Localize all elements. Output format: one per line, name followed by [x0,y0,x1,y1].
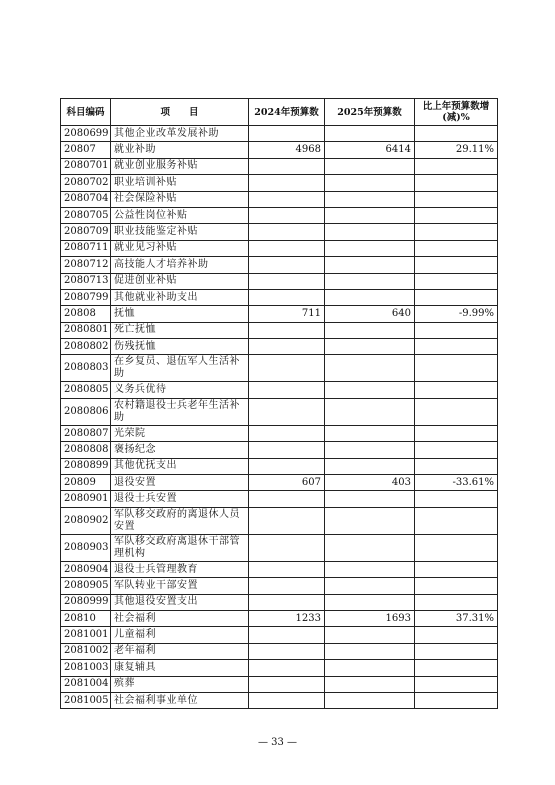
cell-2024-value [249,643,325,659]
cell-change-pct [415,224,498,240]
cell-code: 2081001 [61,627,111,643]
cell-change-pct [415,126,498,142]
cell-code: 2080999 [61,594,111,610]
table-row [61,627,498,643]
cell-code: 2080806 [61,398,111,425]
table-row [61,355,498,382]
cell-2025-value [325,273,415,289]
cell-change-pct [415,676,498,692]
cell-item-name: 就业补助 [111,142,249,158]
cell-2025-value: 6414 [325,142,415,158]
cell-item-name: 儿童福利 [111,627,249,643]
cell-code: 2080712 [61,257,111,273]
cell-2024-value [249,594,325,610]
cell-code: 2080808 [61,442,111,458]
table-row [61,458,498,474]
cell-change-pct [415,175,498,191]
cell-item-name: 社会保险补贴 [111,191,249,207]
cell-code: 2080709 [61,224,111,240]
cell-2024-value [249,240,325,256]
cell-change-pct [415,643,498,659]
cell-change-pct [415,207,498,223]
cell-item-name: 在乡复员、退伍军人生活补助 [111,355,249,382]
cell-item-name: 军队转业干部安置 [111,578,249,594]
cell-2025-value [325,534,415,561]
cell-code: 2080802 [61,339,111,355]
table-row [61,442,498,458]
cell-code: 2080705 [61,207,111,223]
cell-2024-value [249,322,325,338]
cell-2024-value [249,507,325,534]
cell-2025-value: 640 [325,306,415,322]
cell-2025-value [325,660,415,676]
cell-change-pct [415,273,498,289]
cell-change-pct [415,257,498,273]
cell-code: 20808 [61,306,111,322]
cell-item-name: 就业创业服务补贴 [111,158,249,174]
cell-item-name: 社会福利 [111,610,249,626]
cell-2025-value [325,676,415,692]
table-row [61,382,498,398]
cell-2025-value [325,442,415,458]
cell-change-pct [415,561,498,577]
cell-2025-value [325,491,415,507]
cell-item-name: 其他退役安置支出 [111,594,249,610]
cell-2024-value [249,491,325,507]
cell-2025-value [325,382,415,398]
cell-change-pct [415,534,498,561]
cell-item-name: 公益性岗位补贴 [111,207,249,223]
cell-2024-value: 1233 [249,610,325,626]
table-row [61,158,498,174]
table-row [61,322,498,338]
cell-2024-value [249,273,325,289]
cell-2025-value [325,594,415,610]
cell-change-pct [415,322,498,338]
cell-2025-value [325,191,415,207]
cell-2025-value [325,126,415,142]
cell-item-name: 就业见习补贴 [111,240,249,256]
cell-change-pct [415,158,498,174]
cell-change-pct [415,594,498,610]
cell-2024-value [249,398,325,425]
cell-2025-value [325,627,415,643]
table-row [61,491,498,507]
cell-2025-value: 1693 [325,610,415,626]
table-row [61,339,498,355]
cell-code: 2081003 [61,660,111,676]
cell-code: 2080801 [61,322,111,338]
table-body [61,126,498,709]
cell-2024-value: 607 [249,475,325,491]
table-row [61,534,498,561]
cell-code: 2080903 [61,534,111,561]
table-row [61,676,498,692]
cell-2024-value [249,627,325,643]
table-row [61,224,498,240]
cell-change-pct [415,578,498,594]
cell-change-pct: 37.31% [415,610,498,626]
cell-2025-value [325,175,415,191]
cell-code: 20807 [61,142,111,158]
cell-code: 2081005 [61,692,111,708]
cell-item-name: 光荣院 [111,425,249,441]
cell-2024-value [249,257,325,273]
cell-2025-value [325,158,415,174]
table-header-row [61,99,498,126]
cell-item-name: 其他优抚支出 [111,458,249,474]
cell-2024-value [249,676,325,692]
cell-2024-value [249,339,325,355]
table-row [61,610,498,626]
cell-2025-value [325,507,415,534]
cell-2024-value [249,458,325,474]
cell-code: 20809 [61,475,111,491]
cell-2025-value [325,425,415,441]
cell-item-name: 退役士兵管理教育 [111,561,249,577]
cell-code: 2081004 [61,676,111,692]
budget-table [60,98,498,709]
table-row [61,126,498,142]
table-row [61,561,498,577]
cell-change-pct [415,442,498,458]
cell-code: 2080702 [61,175,111,191]
cell-item-name: 退役安置 [111,475,249,491]
header-2025: 2025年预算数 [325,99,415,126]
cell-change-pct [415,191,498,207]
table-row [61,398,498,425]
cell-2024-value [249,382,325,398]
cell-2024-value [249,534,325,561]
cell-item-name: 伤残抚恤 [111,339,249,355]
cell-change-pct [415,240,498,256]
table-row [61,425,498,441]
table-row [61,475,498,491]
table-row [61,594,498,610]
cell-item-name: 军队移交政府的离退休人员安置 [111,507,249,534]
cell-code: 2080704 [61,191,111,207]
cell-change-pct [415,425,498,441]
table-row [61,240,498,256]
cell-item-name: 其他就业补助支出 [111,289,249,305]
cell-code: 2080807 [61,425,111,441]
cell-change-pct [415,382,498,398]
cell-2024-value [249,442,325,458]
cell-item-name: 其他企业改革发展补助 [111,126,249,142]
cell-change-pct [415,355,498,382]
cell-2024-value [249,692,325,708]
cell-change-pct: -9.99% [415,306,498,322]
table-row [61,306,498,322]
cell-code: 2080901 [61,491,111,507]
cell-item-name: 职业培训补贴 [111,175,249,191]
cell-2025-value [325,578,415,594]
cell-code: 2080713 [61,273,111,289]
cell-code: 2080902 [61,507,111,534]
cell-item-name: 老年福利 [111,643,249,659]
cell-2024-value [249,207,325,223]
cell-2024-value [249,289,325,305]
cell-code: 2080799 [61,289,111,305]
cell-change-pct: 29.11% [415,142,498,158]
cell-change-pct [415,507,498,534]
cell-item-name: 促进创业补贴 [111,273,249,289]
cell-2024-value [249,578,325,594]
cell-code: 20810 [61,610,111,626]
cell-2024-value [249,224,325,240]
cell-item-name: 高技能人才培养补助 [111,257,249,273]
cell-2025-value [325,240,415,256]
cell-code: 2080803 [61,355,111,382]
page-number: — 33 — [257,737,298,748]
cell-change-pct [415,398,498,425]
cell-item-name: 义务兵优待 [111,382,249,398]
cell-2024-value [249,126,325,142]
cell-code: 2081002 [61,643,111,659]
header-change-pct: 比上年预算数增(减)% [415,99,498,126]
cell-2024-value [249,561,325,577]
cell-2024-value [249,660,325,676]
table-row [61,175,498,191]
cell-item-name: 军队移交政府离退休干部管理机构 [111,534,249,561]
cell-item-name: 殡葬 [111,676,249,692]
cell-2025-value [325,224,415,240]
cell-item-name: 康复辅具 [111,660,249,676]
cell-2025-value [325,692,415,708]
cell-item-name: 褒扬纪念 [111,442,249,458]
table-row [61,660,498,676]
cell-change-pct: -33.61% [415,475,498,491]
cell-code: 2080711 [61,240,111,256]
cell-item-name: 职业技能鉴定补贴 [111,224,249,240]
cell-2025-value [325,339,415,355]
cell-change-pct [415,660,498,676]
cell-2024-value: 4968 [249,142,325,158]
header-code: 科目编码 [61,99,111,126]
table-row [61,273,498,289]
cell-change-pct [415,458,498,474]
cell-2025-value [325,257,415,273]
table-row [61,142,498,158]
cell-2025-value [325,643,415,659]
table-row [61,289,498,305]
cell-2025-value [325,398,415,425]
cell-2025-value [325,355,415,382]
cell-2024-value [249,175,325,191]
cell-2024-value: 711 [249,306,325,322]
cell-code: 2080904 [61,561,111,577]
table-row [61,578,498,594]
cell-2024-value [249,355,325,382]
cell-2025-value [325,207,415,223]
cell-item-name: 社会福利事业单位 [111,692,249,708]
cell-2025-value [325,322,415,338]
cell-2025-value [325,289,415,305]
cell-2025-value [325,458,415,474]
cell-item-name: 退役士兵安置 [111,491,249,507]
header-2024: 2024年预算数 [249,99,325,126]
cell-2024-value [249,158,325,174]
table-row [61,507,498,534]
cell-change-pct [415,692,498,708]
cell-item-name: 抚恤 [111,306,249,322]
cell-code: 2080899 [61,458,111,474]
cell-code: 2080805 [61,382,111,398]
cell-item-name: 死亡抚恤 [111,322,249,338]
cell-2025-value: 403 [325,475,415,491]
cell-code: 2080699 [61,126,111,142]
cell-change-pct [415,289,498,305]
table-row [61,643,498,659]
cell-2024-value [249,191,325,207]
cell-change-pct [415,627,498,643]
cell-2024-value [249,425,325,441]
header-item: 项 目 [111,99,249,126]
cell-2025-value [325,561,415,577]
table-row [61,257,498,273]
table-row [61,191,498,207]
cell-change-pct [415,339,498,355]
cell-code: 2080905 [61,578,111,594]
table-row [61,692,498,708]
cell-change-pct [415,491,498,507]
cell-code: 2080701 [61,158,111,174]
table-row [61,207,498,223]
cell-item-name: 农村籍退役士兵老年生活补助 [111,398,249,425]
